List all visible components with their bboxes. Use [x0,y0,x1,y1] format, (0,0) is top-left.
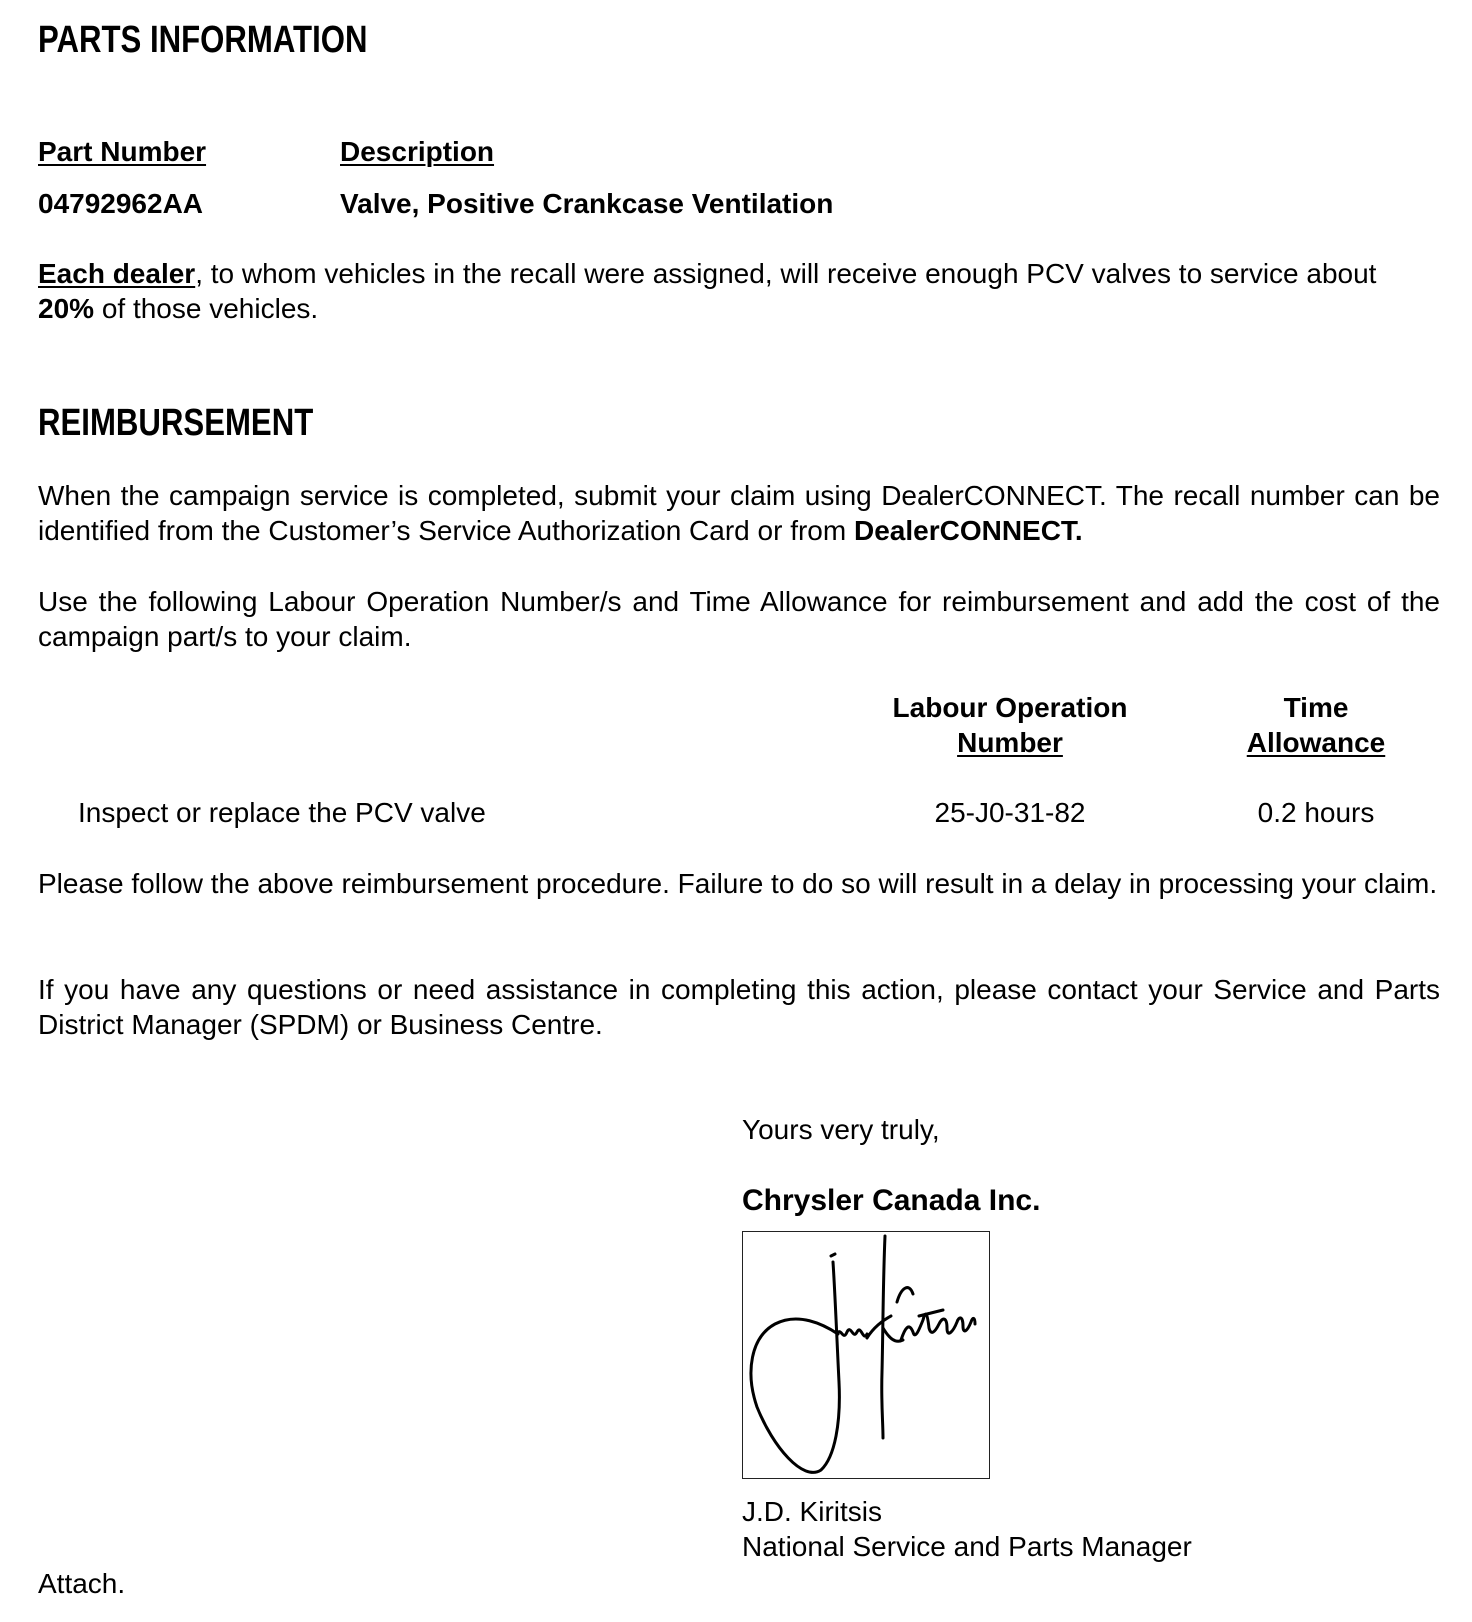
labour-operation-column-header [870,690,1150,760]
follow-procedure-paragraph: Please follow the above reimbursement procedure. Failure to do so will result in a delay in processing your claim. [38,868,1438,899]
signature-box [742,1231,990,1479]
dealer-text-part-1: , to whom vehicles in the recall were assigned, will receive enough PCV valves to service about [195,258,1377,289]
contact-paragraph: If you have any questions or need assistance in completing this action, please contact your Service and Parts District Manager (SPDM) or Business Centre. [38,974,1440,1040]
part-number-column-header: Part Number [38,136,207,167]
dealer-allocation-paragraph [38,256,1440,326]
signer-name: J.D. Kiritsis [742,1496,882,1527]
parts-information-heading: PARTS INFORMATION [38,19,368,61]
time-allowance-header-line1: Time [1283,692,1349,723]
time-allowance-column-header [1216,690,1416,760]
table-row-labour-number: 25-J0-31-82 [934,797,1086,828]
company-name: Chrysler Canada Inc. [742,1184,1041,1217]
table-row-time-allowance: 0.2 hours [1257,797,1375,828]
time-allowance-header-line2: Allowance [1246,727,1386,758]
dealerconnect-emphasis: DealerCONNECT. [853,515,1083,546]
dealer-text-part-2: of those vehicles. [94,293,319,324]
labour-operation-header-line2: Number [957,727,1063,758]
labour-operation-header-line1: Labour Operation [892,692,1128,723]
reimbursement-heading: REIMBURSEMENT [38,402,314,444]
table-row-description: Inspect or replace the PCV valve [78,797,486,828]
handwritten-signature [743,1232,991,1480]
signer-title: National Service and Parts Manager [742,1531,1192,1562]
part-number-value: 04792962AA [38,188,204,219]
dealer-percent: 20% [38,293,95,324]
description-column-header: Description [340,136,495,167]
attachment-note: Attach. [38,1568,126,1599]
each-dealer-emphasis: Each dealer [38,258,196,289]
part-description-value: Valve, Positive Crankcase Ventilation [340,188,834,219]
claim-submission-text: When the campaign service is completed, submit your claim using DealerCONNECT. The recall number can be identified from the Customer’s Service Authorization Card or from [38,480,1440,546]
closing-salutation: Yours very truly, [742,1114,940,1145]
claim-submission-paragraph [38,478,1440,548]
labour-operation-paragraph: Use the following Labour Operation Number/s and Time Allowance for reimbursement and add the cost of the campaign part/s to your claim. [38,586,1440,652]
